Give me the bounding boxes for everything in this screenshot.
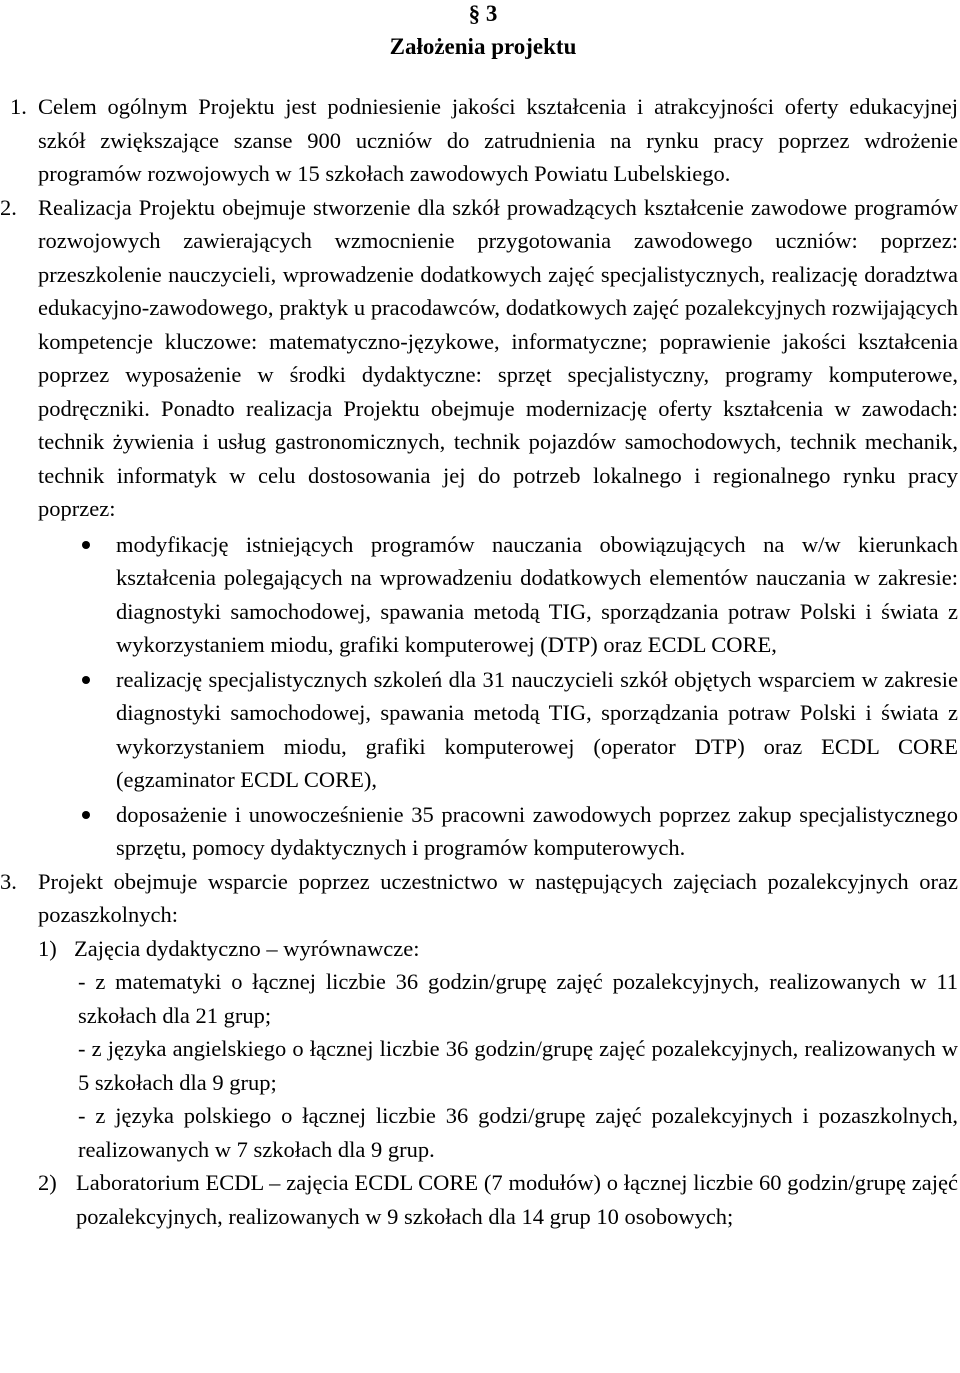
list-item-1 <box>10 90 960 191</box>
bullet-icon <box>82 541 90 549</box>
sub-item-line: - z języka angielskiego o łącznej liczbie 36 godzin/grupę zajęć pozalekcyjnych, realizowanych w 5 szkołach dla 9 grup; <box>78 1036 958 1095</box>
bullet-text: doposażenie i unowocześnienie 35 pracowni zawodowych poprzez zakup specjalistycznego sprzętu, pomocy dydaktycznych i programów komputerowych. <box>116 801 958 860</box>
sub-item-2 <box>38 1166 960 1233</box>
sub-item-text: Laboratorium ECDL – zajęcia ECDL CORE (7 modułów) o łącznej liczbie 60 godzin/grupę zajęć pozalekcyjnych, realizowanych w 9 szkołach dla 14 grup 10 osobowych; <box>76 1170 958 1229</box>
sub-item-line: - z języka polskiego o łącznej liczbie 36 godzi/grupę zajęć pozalekcyjnych i pozaszkolnych, realizowanych w 7 szkołach dla 9 grup. <box>78 1103 958 1162</box>
bullet-text: realizację specjalistycznych szkoleń dla 31 nauczycieli szkół objętych wsparciem w zakresie diagnostyki samochodowej, spawania metodą TIG, sporządzania potraw Polski i świata z wykorzystaniem miodu, grafiki komputerowej (operator DTP) oraz ECDL CORE (egzaminator ECDL CORE), <box>116 666 958 792</box>
list-item-text: Realizacja Projektu obejmuje stworzenie dla szkół prowadzących kształcenie zawodowe programów rozwojowych zawierających wzmocnienie przygotowania zawodowego uczniów: poprzez: przeszkolenie nauczycieli, wprowadzenie dodatkowych zajęć specjalistycznych, realizację doradztwa edukacyjno-zawodowego, praktyk u pracodawców, dodatkowych zajęć pozalekcyjnych rozwijających kompetencje kluczowe: matematyczno-językowe, informatyczne; poprawienie jakości kształcenia poprzez wyposażenie w środki dydaktyczne: sprzęt specjalistyczny, programy komputerowe, podręczniki. Ponadto realizacja Projektu obejmuje modernizację oferty kształcenia w zawodach: technik żywienia i usług gastronomicznych, technik pojazdów samochodowych, technik mechanik, technik informatyk w celu dostosowania jej do potrzeb lokalnego i regionalnego rynku pracy poprzez: <box>38 194 958 521</box>
list-item-number: 3. <box>0 868 17 894</box>
section-header <box>6 0 960 64</box>
sub-item-title: Zajęcia dydaktyczno – wyrównawcze: <box>74 935 420 961</box>
sub-item-1 <box>38 932 960 1167</box>
list-item-text: Celem ogólnym Projektu jest podniesienie jakości kształcenia i atrakcyjności oferty edukacyjnej szkół zwiększające szanse 900 uczniów do zatrudnienia na rynku pracy poprzez wdrożenie programów rozwojowych w 15 szkołach zawodowych Powiatu Lubelskiego. <box>38 94 958 186</box>
bullet-item <box>116 528 958 662</box>
numbered-list <box>0 90 960 1233</box>
list-item-number: 2. <box>0 194 17 220</box>
bullet-item <box>116 663 958 797</box>
list-item-number: 1. <box>10 94 27 119</box>
section-mark: § 3 <box>468 1 498 26</box>
sub-item-number: 2) <box>38 1170 57 1195</box>
bullet-icon <box>82 676 90 684</box>
bullet-item <box>116 798 958 865</box>
sub-item-line: - z matematyki o łącznej liczbie 36 godzin/grupę zajęć pozalekcyjnych, realizowanych w 11 szkołach dla 21 grup; <box>78 969 958 1028</box>
bullet-text: modyfikację istniejących programów nauczania obowiązujących na w/w kierunkach kształcenia polegających na wprowadzeniu dodatkowych elementów nauczania w zakresie: diagnostyki samochodowej, spawania metodą TIG, sporządzania potraw Polski i świata z wykorzystaniem miodu, grafiki komputerowej (DTP) oraz ECDL CORE, <box>116 531 958 657</box>
sub-item-lines <box>78 965 958 1166</box>
section-title: Założenia projektu <box>389 34 577 59</box>
sub-item-number: 1) <box>38 935 57 961</box>
bullet-icon <box>82 811 90 819</box>
list-item-3 <box>0 865 960 1234</box>
list-item-2 <box>0 191 960 865</box>
bullet-list <box>116 528 958 865</box>
list-item-text: Projekt obejmuje wsparcie poprzez uczestnictwo w następujących zajęciach pozalekcyjnych oraz pozaszkolnych: <box>38 868 958 927</box>
